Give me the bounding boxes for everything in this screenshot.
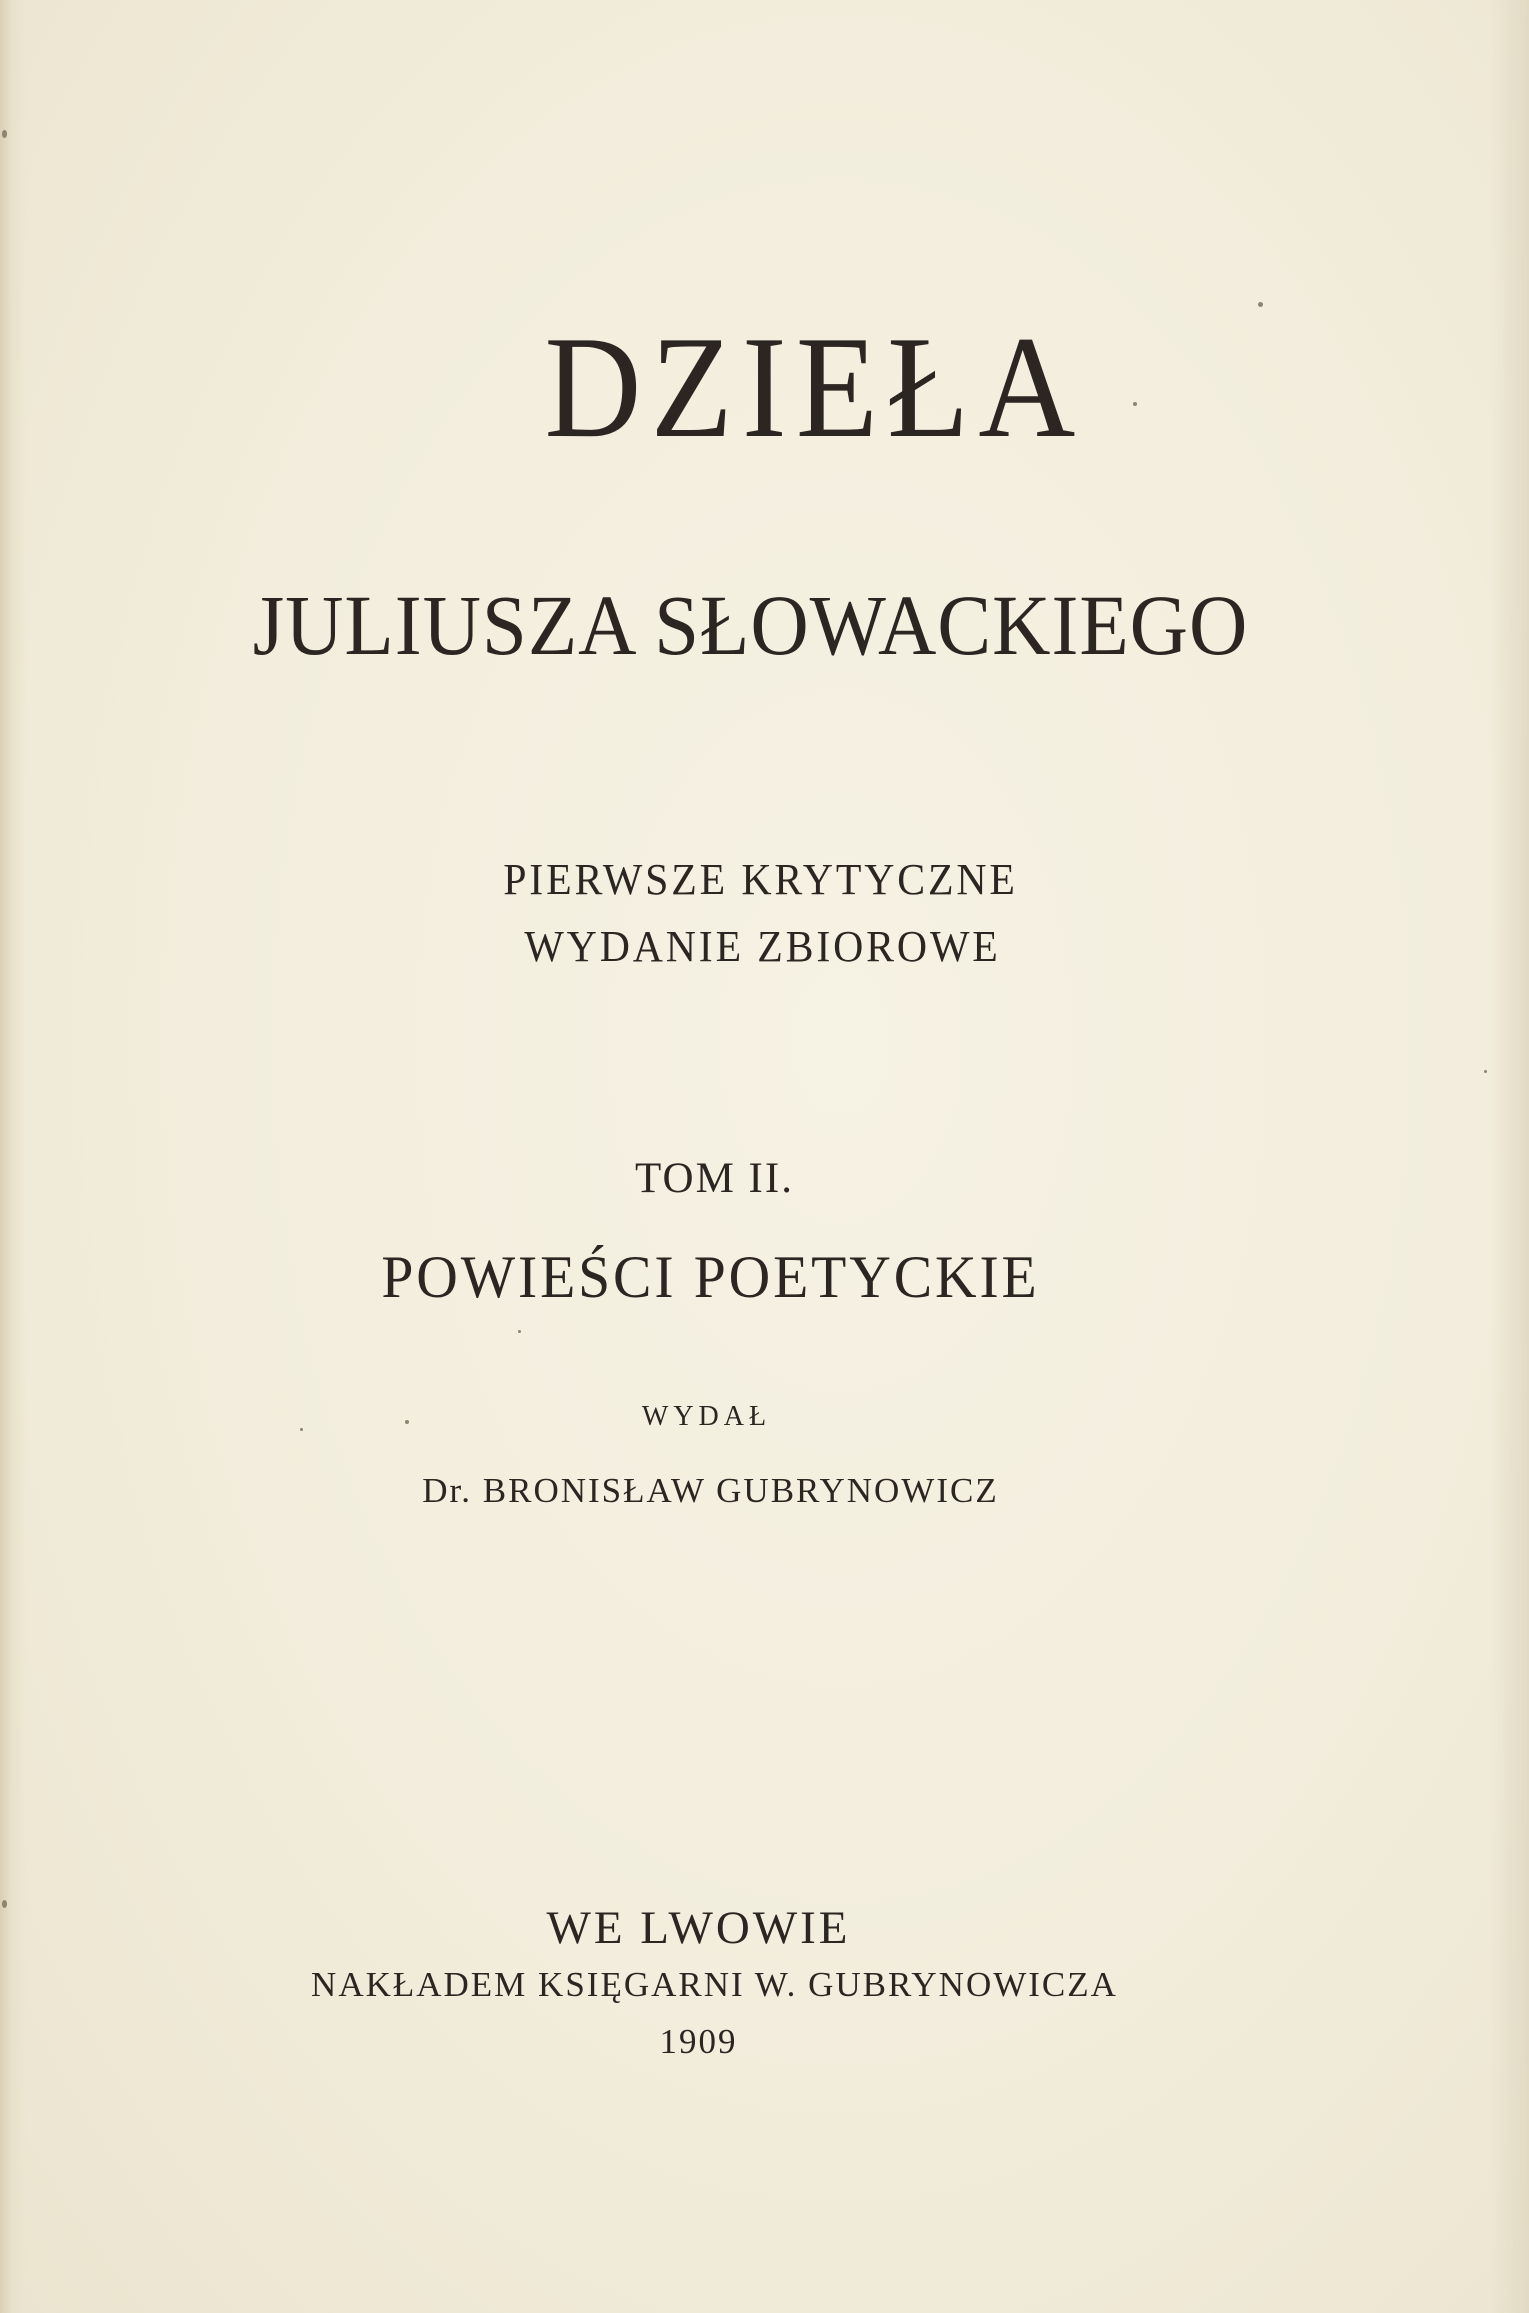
paper-speck bbox=[300, 1428, 303, 1431]
author-name: JULIUSZA SŁOWACKIEGO bbox=[252, 577, 1249, 673]
paper-speck bbox=[518, 1330, 521, 1333]
edition-subtitle-line1: PIERWSZE KRYTYCZNE bbox=[503, 855, 1018, 904]
edition-subtitle-line2: WYDANIE ZBIOROWE bbox=[524, 922, 1001, 971]
editor-name: Dr. BRONISŁAW GUBRYNOWICZ bbox=[422, 1471, 999, 1510]
paper-speck bbox=[1133, 402, 1137, 406]
section-title: POWIEŚCI POETYCKIE bbox=[381, 1244, 1040, 1310]
paper-speck bbox=[2, 1900, 7, 1908]
paper-speck bbox=[2, 130, 7, 138]
edited-by-label: WYDAŁ bbox=[641, 1401, 772, 1432]
book-title: DZIEŁA bbox=[544, 306, 1085, 468]
volume-number: TOM II. bbox=[635, 1155, 794, 1202]
publication-year: 1909 bbox=[659, 2022, 738, 2061]
publisher-line: NAKŁADEM KSIĘGARNI W. GUBRYNOWICZA bbox=[311, 1965, 1118, 2004]
publication-place: WE LWOWIE bbox=[546, 1902, 851, 1954]
paper-speck bbox=[1258, 302, 1263, 307]
paper-speck bbox=[405, 1420, 409, 1424]
paper-speck bbox=[1484, 1070, 1487, 1073]
